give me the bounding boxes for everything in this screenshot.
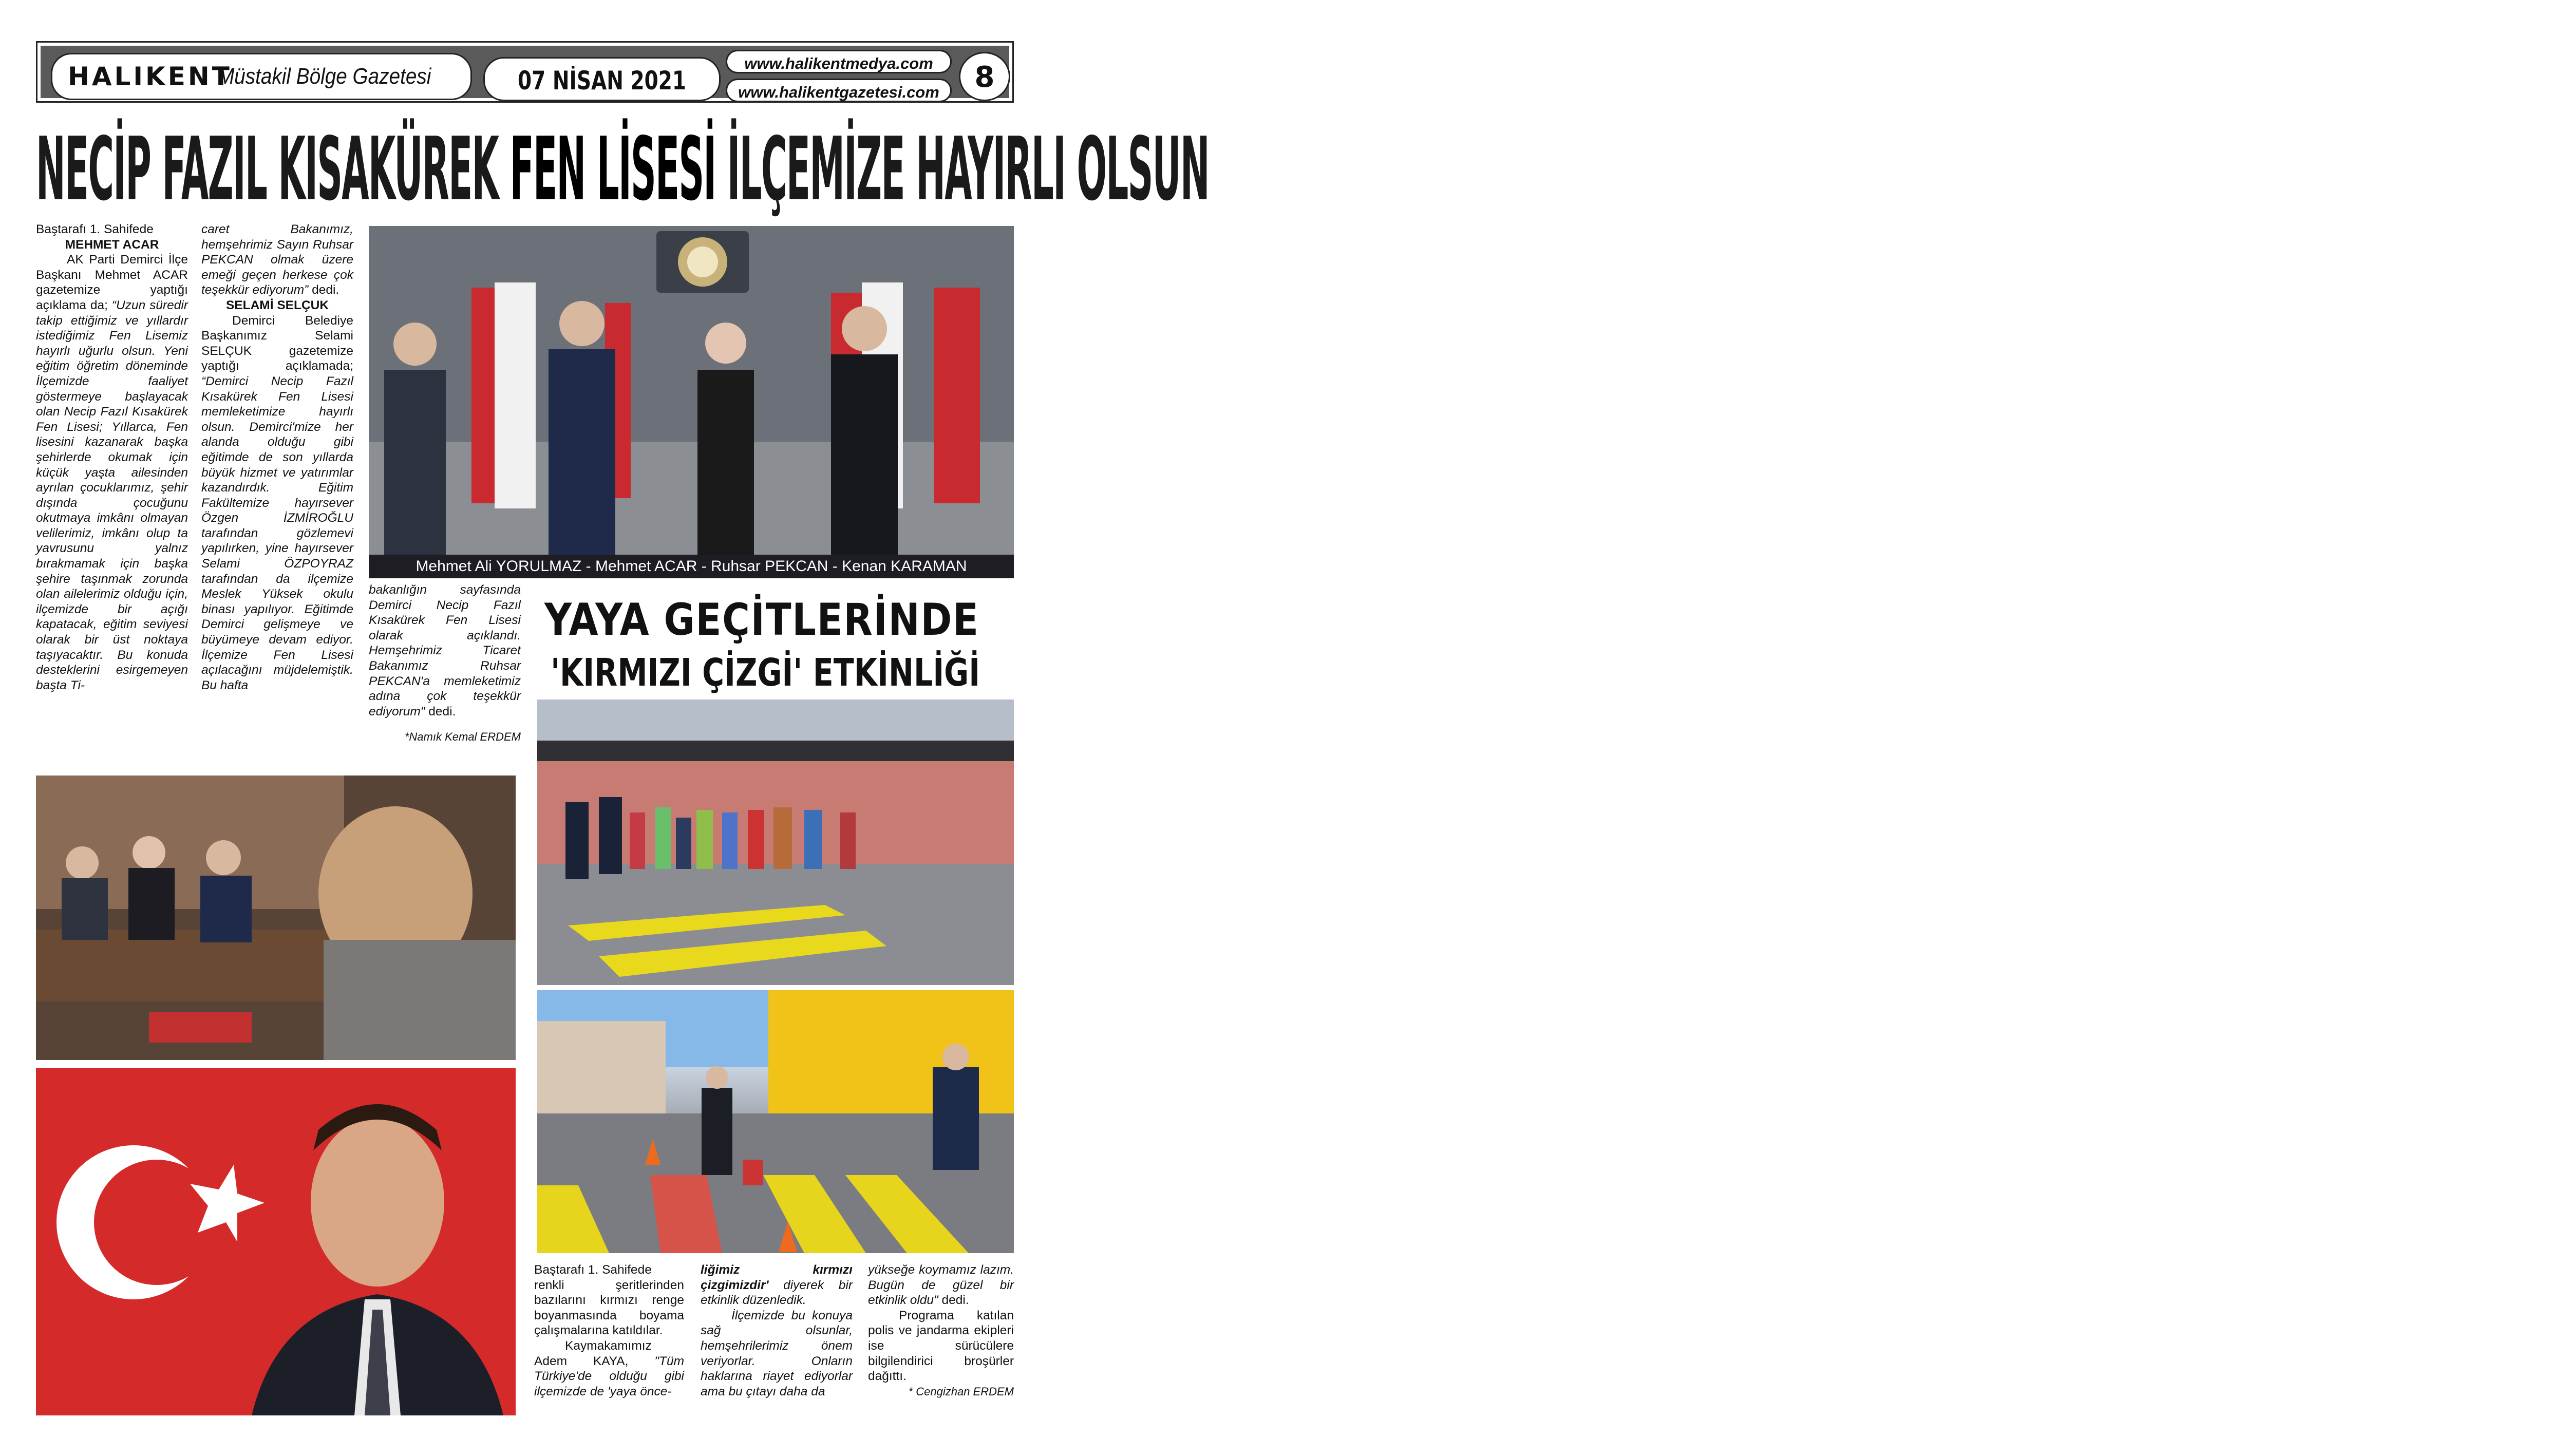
portrait-flag-illustration [36,1068,516,1415]
crosswalk-event-photo [537,699,1014,985]
article2-quote-3: İlçemizde bu konuya sağ olsunlar, hemşehrilerimiz önem veriyorlar. Onların haklarına riayet ediyorlar ama bu çıtayı daha da [701,1308,853,1398]
headline-part-3: İLÇEMİZE HAYIRLI OLSUN [715,119,1210,220]
article2-title-2-text: 'KIRMIZI ÇİZGİ' ETKİNLİĞİ [551,651,980,695]
headline-part-2: FEN LİSESİ [509,119,716,220]
article1-paragraph-3 [369,582,521,719]
article2-continued: Baştarafı 1. Sahifede [534,1263,652,1277]
website-link-1[interactable]: www.halikentmedya.com [744,54,933,72]
article2-text-2: Kaymakamımız Adem KAYA, [534,1338,655,1368]
ministry-group-photo [369,226,1014,578]
meeting-photo-illustration [36,776,516,1060]
article1-author: *Namık Kemal ERDEM [404,730,521,744]
photo-caption: Mehmet Ali YORULMAZ - Mehmet ACAR - Ruhsar PEKCAN - Kenan KARAMAN [369,555,1014,578]
article1-paragraph-2 [201,313,353,693]
brand-pill [51,53,472,100]
speaker-name: MEHMET ACAR [65,237,159,252]
article2-quote-4-paragraph [868,1262,1014,1308]
brand-subtitle: Müstakil Bölge Gazetesi [218,64,431,89]
brand-name: HALIKENT [68,62,232,91]
article2-quote-4: yükseğe koymamız lazım. Bugün de güzel bir etkinlik oldu" [868,1263,1014,1308]
article2-quote-end: dedi. [938,1293,969,1308]
article2-author: * Cengizhan ERDEM [908,1385,1014,1398]
date-pill [483,57,721,101]
article2-column-3 [868,1262,1014,1399]
masthead [36,41,1014,103]
article1-quote-end-3: dedi. [425,704,456,718]
article1-intro: AK Parti Demirci İlçe Başkanı Mehmet ACAR gazetemize yaptığı açıklama da; [36,253,188,312]
street-painting-illustration [537,990,1014,1253]
article2-title-line-2 [551,649,1013,696]
article2-text-1: renkli şeritlerinden bazılarını kırmızı renge boyanmasında boyama çalışmalarına katıldılar. [534,1278,684,1338]
url-pill-2[interactable] [726,79,952,102]
speaker-name-2: SELAMİ SELÇUK [225,298,329,312]
portrait-photo [36,1068,516,1415]
website-link-2[interactable]: www.halikentgazetesi.com [738,83,939,101]
issue-date: 07 NİSAN 2021 [517,66,687,96]
article2-column-1 [534,1262,684,1399]
article1-quote-end: dedi. [308,283,339,297]
article1-quote-cont: caret Bakanımız, hemşehrimiz Sayın Ruhsar PEKCAN olmak üzere emeği geçen herkese çok teşekkür ediyorum” [201,222,353,297]
page-number-badge [959,52,1010,101]
article2-title-line-1 [544,596,1012,644]
continued-note: Baştarafı 1. Sahifede [36,222,154,236]
article1-quote: “Uzun süredir takip ettiğimiz ve yıllardır istediğimiz Fen Lisemiz hayırlı uğurlu olsun. Yeni eğitim öğretim döneminde İlçemizde faaliyet göstermeye başlayacak olan Necip Fazıl Kısakürek Fen Lisesi; Yıllarca, Fen lisesini kazanarak başka şehirlerde okumak için küçük yaşta ailesinden ayrılan çocuklarımız, şehir dışında çocuğunu okutmaya imkânı olmayan velilerimiz, imkânı olup ta yavrusunu yalnız bırakmamak için başka şehire taşınmak zorunda olan ailelerimiz olduğu için, ilçemizde bir açığı kapatacak, eğitim seviyesi olarak bir üst noktaya taşıyacaktır. Bu konuda desteklerini esirgemeyen başta Ti- [36,298,188,692]
article2-paragraph-2 [534,1338,684,1399]
meeting-photo [36,776,516,1060]
ministry-photo-illustration [369,226,1014,578]
article1-column-1 [36,222,188,693]
article2-quote-bold: liğimiz kırmızı çizgimizdir' [701,1263,853,1292]
headline-text [36,119,1210,220]
article2-text-3: Programa katılan polis ve jandarma ekipleri ise sürücülere bilgilendirici broşürler dağıttı. [868,1308,1014,1384]
article2-column-2 [701,1262,853,1399]
crosswalk-event-illustration [537,699,1014,985]
article1-quote-3: bakanlığın sayfasında Demirci Necip Fazıl Kısakürek Fen Lisesi olarak açıklandı. Hemşehrimiz Ticaret Bakanımız Ruhsar PEKCAN'a memleketimiz adına çok teşekkür ediyorum" [369,583,521,718]
url-pill-1[interactable] [726,50,952,73]
article1-column-3 [369,582,521,745]
headline-part-1: NECİP FAZIL KISAKÜREK [36,119,510,220]
article2-quote-2-paragraph [701,1262,853,1308]
article1-quote-2: “Demirci Necip Fazıl Kısakürek Fen Lisesi memleketimize hayırlı olsun. Demirci'mize her alanda olduğu gibi eğitimde de son yıllarda büyük hizmet ve yatırımlar kazandırdık. Eğitim Fakültemize hayırsever Özgen İZMİROĞLU tarafından gözlemevi yapılırken, yine hayırsever Selami ÖZPOYRAZ tarafından da ilçemize Meslek Yüksek okulu binası yapılıyor. Eğitimde Demirci gelişmeye ve büyümeye devam ediyor. İlçemize Fen Lisesi açılacağını müjdelemiştik. Bu hafta [201,374,353,692]
page-number: 8 [974,61,995,94]
article2-title-1-text: YAYA GEÇİTLERİNDE [544,594,979,646]
masthead-bar [41,46,1009,101]
article1-column-2 [201,222,353,693]
article1-intro-2: Demirci Belediye Başkanımız Selami SELÇUK gazetemize yaptığı açıklamada; [201,313,353,373]
article1-paragraph [36,252,188,693]
article2-quote-2: diyerek bir etkinlik düzenledik. [701,1278,853,1308]
street-painting-photo [537,990,1014,1253]
article1-quote-cont-paragraph [201,222,353,298]
article2-quote-1: "Tüm Türkiye'de olduğu gibi ilçemizde de 'yaya önce- [534,1354,684,1398]
main-headline [36,119,1210,220]
